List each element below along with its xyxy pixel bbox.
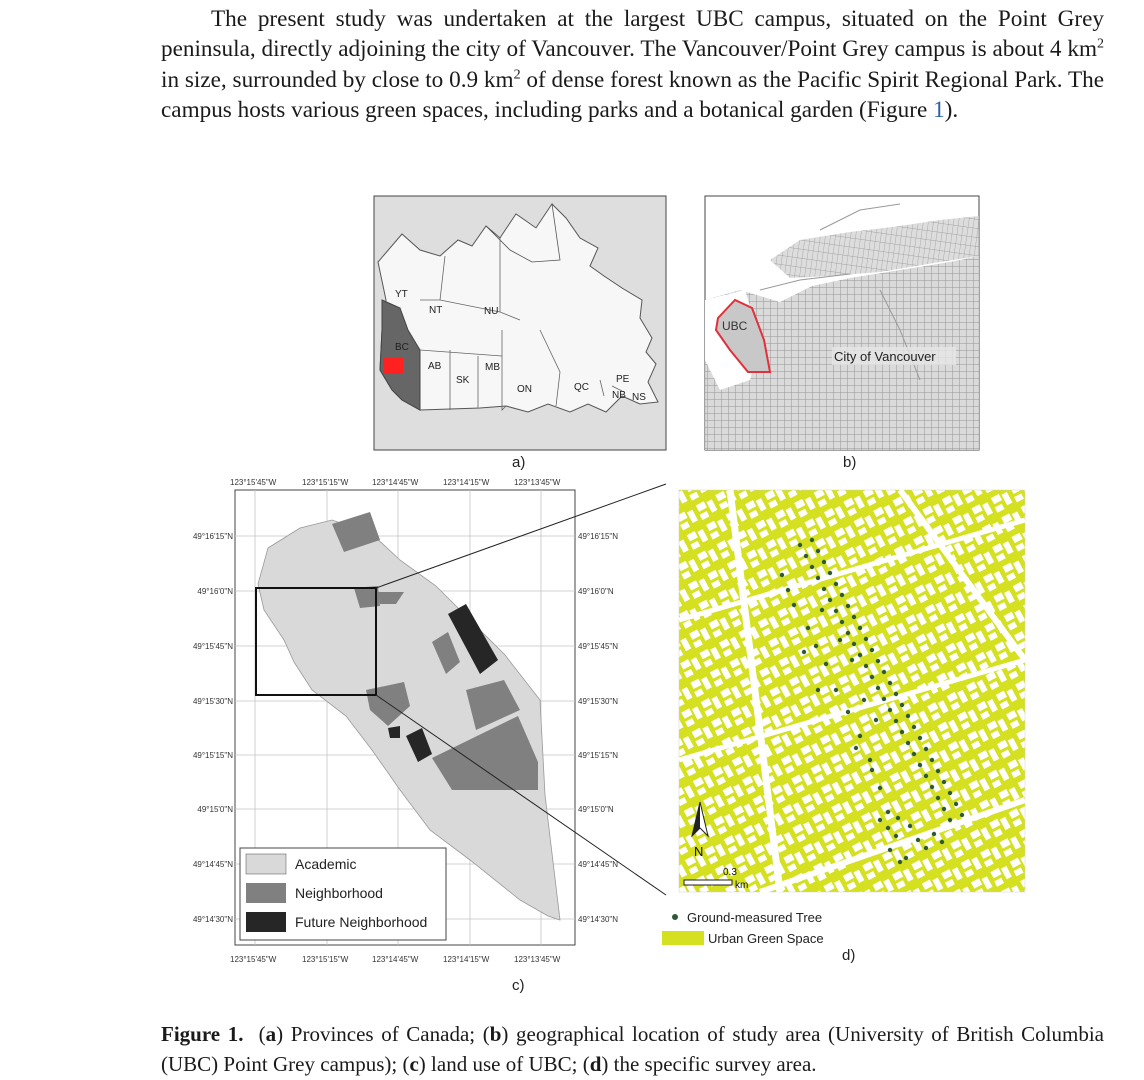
panel-b-label: b) xyxy=(843,454,857,471)
longitude-tick: 123°15'45"W xyxy=(230,478,277,487)
tree-legend-icon xyxy=(672,914,678,920)
caption-text: the specific survey area. xyxy=(608,1052,817,1076)
latitude-tick: 49°15'30"N xyxy=(192,697,233,706)
province-label: NT xyxy=(429,305,443,316)
paragraph-text: of dense forest known as the Pacific Spirit Regional Park. The campus hosts various green spaces, including parks and a botanical garden (Figure xyxy=(161,66,1105,124)
legend-label: Academic xyxy=(295,856,357,872)
latitude-tick: 49°15'0"N xyxy=(197,805,233,814)
latitude-tick: 49°16'0"N xyxy=(197,587,233,596)
latitude-tick: 49°15'45"N xyxy=(192,642,233,651)
latitude-tick: 49°15'30"N xyxy=(578,697,619,706)
legend-label: Neighborhood xyxy=(295,885,383,901)
longitude-tick: 123°14'45"W xyxy=(372,478,419,487)
paragraph-text: in size, surrounded by close to 0.9 km xyxy=(161,66,514,93)
panel-a-canada-map xyxy=(374,196,666,450)
province-label: YT xyxy=(395,289,408,300)
province-label: MB xyxy=(485,362,500,373)
latitude-tick: 49°15'15"N xyxy=(578,751,619,760)
province-label: NS xyxy=(632,392,646,403)
paragraph-text: The present study was undertaken at the largest UBC campus, situated on the Point Grey peninsula, directly adjoining the city of Vancouver. The Vancouver/Point Grey campus is about 4 km xyxy=(161,6,1104,63)
caption-text: Provinces of Canada; ( xyxy=(283,1022,490,1046)
caption-panel-letter: b xyxy=(489,1022,502,1046)
city-label: City of Vancouver xyxy=(834,349,936,364)
latitude-tick: 49°15'45"N xyxy=(578,642,619,651)
province-label: SK xyxy=(456,375,470,386)
latitude-tick: 49°15'0"N xyxy=(578,805,614,814)
caption-panel-letter: d xyxy=(589,1052,602,1076)
panel-c-land-use-map xyxy=(193,478,618,964)
latitude-tick: 49°14'30"N xyxy=(578,915,619,924)
longitude-tick: 123°13'45"W xyxy=(514,955,561,964)
paragraph-text: ). xyxy=(944,97,959,124)
legend-label: Future Neighborhood xyxy=(295,914,428,930)
latitude-tick: 49°14'45"N xyxy=(192,860,233,869)
superscript: 2 xyxy=(513,67,521,83)
scale-value: 0.3 xyxy=(723,867,737,878)
province-label: BC xyxy=(395,342,409,353)
green-space-legend-swatch xyxy=(662,931,704,945)
province-label: QC xyxy=(574,382,589,393)
province-label: ON xyxy=(517,384,532,395)
caption-text: geographical location of study area (University of British Columbia (UBC) Point Grey campus); ( xyxy=(161,1022,1104,1076)
caption-figure-label: Figure 1. xyxy=(161,1022,244,1046)
longitude-tick: 123°15'15"W xyxy=(302,955,349,964)
longitude-tick: 123°14'15"W xyxy=(443,955,490,964)
province-label: NU xyxy=(484,306,499,317)
latitude-tick: 49°14'45"N xyxy=(578,860,619,869)
scale-bar xyxy=(684,880,732,885)
north-label: N xyxy=(694,844,704,859)
latitude-tick: 49°16'0"N xyxy=(578,587,614,596)
panel-b-vancouver-map xyxy=(705,196,979,450)
panel-c-label: c) xyxy=(512,977,525,994)
latitude-tick: 49°14'30"N xyxy=(192,915,233,924)
caption-panel-letter: c xyxy=(409,1052,419,1076)
legend-label: Urban Green Space xyxy=(708,931,824,946)
latitude-tick: 49°15'15"N xyxy=(192,751,233,760)
figure-caption: Figure 1. (a) Provinces of Canada; (b) geographical location of study area (University of British Columbia (UBC) Point Grey campus); (c) land use of UBC; (d) the specific survey area. xyxy=(161,1022,1104,1076)
province-label: NB xyxy=(612,390,626,401)
panel-d-survey-area-map xyxy=(679,490,1025,892)
caption-text: land use of UBC; ( xyxy=(425,1052,590,1076)
panel-d-label: d) xyxy=(842,947,856,964)
province-label: AB xyxy=(428,361,442,372)
longitude-tick: 123°14'15"W xyxy=(443,478,490,487)
ubc-label: UBC xyxy=(722,319,748,333)
longitude-tick: 123°13'45"W xyxy=(514,478,561,487)
figure-reference-link[interactable]: 1 xyxy=(933,97,945,124)
study-area-marker xyxy=(383,358,403,374)
superscript: 2 xyxy=(1097,36,1104,52)
longitude-tick: 123°15'45"W xyxy=(230,955,277,964)
latitude-tick: 49°16'15"N xyxy=(578,532,619,541)
caption-panel-letter: a xyxy=(265,1022,277,1046)
latitude-tick: 49°16'15"N xyxy=(192,532,233,541)
longitude-tick: 123°15'15"W xyxy=(302,478,349,487)
legend-label: Ground-measured Tree xyxy=(687,910,823,925)
longitude-tick: 123°14'45"W xyxy=(372,955,419,964)
panel-a-label: a) xyxy=(512,454,526,471)
scale-unit: km xyxy=(735,880,749,891)
province-label: PE xyxy=(616,374,630,385)
